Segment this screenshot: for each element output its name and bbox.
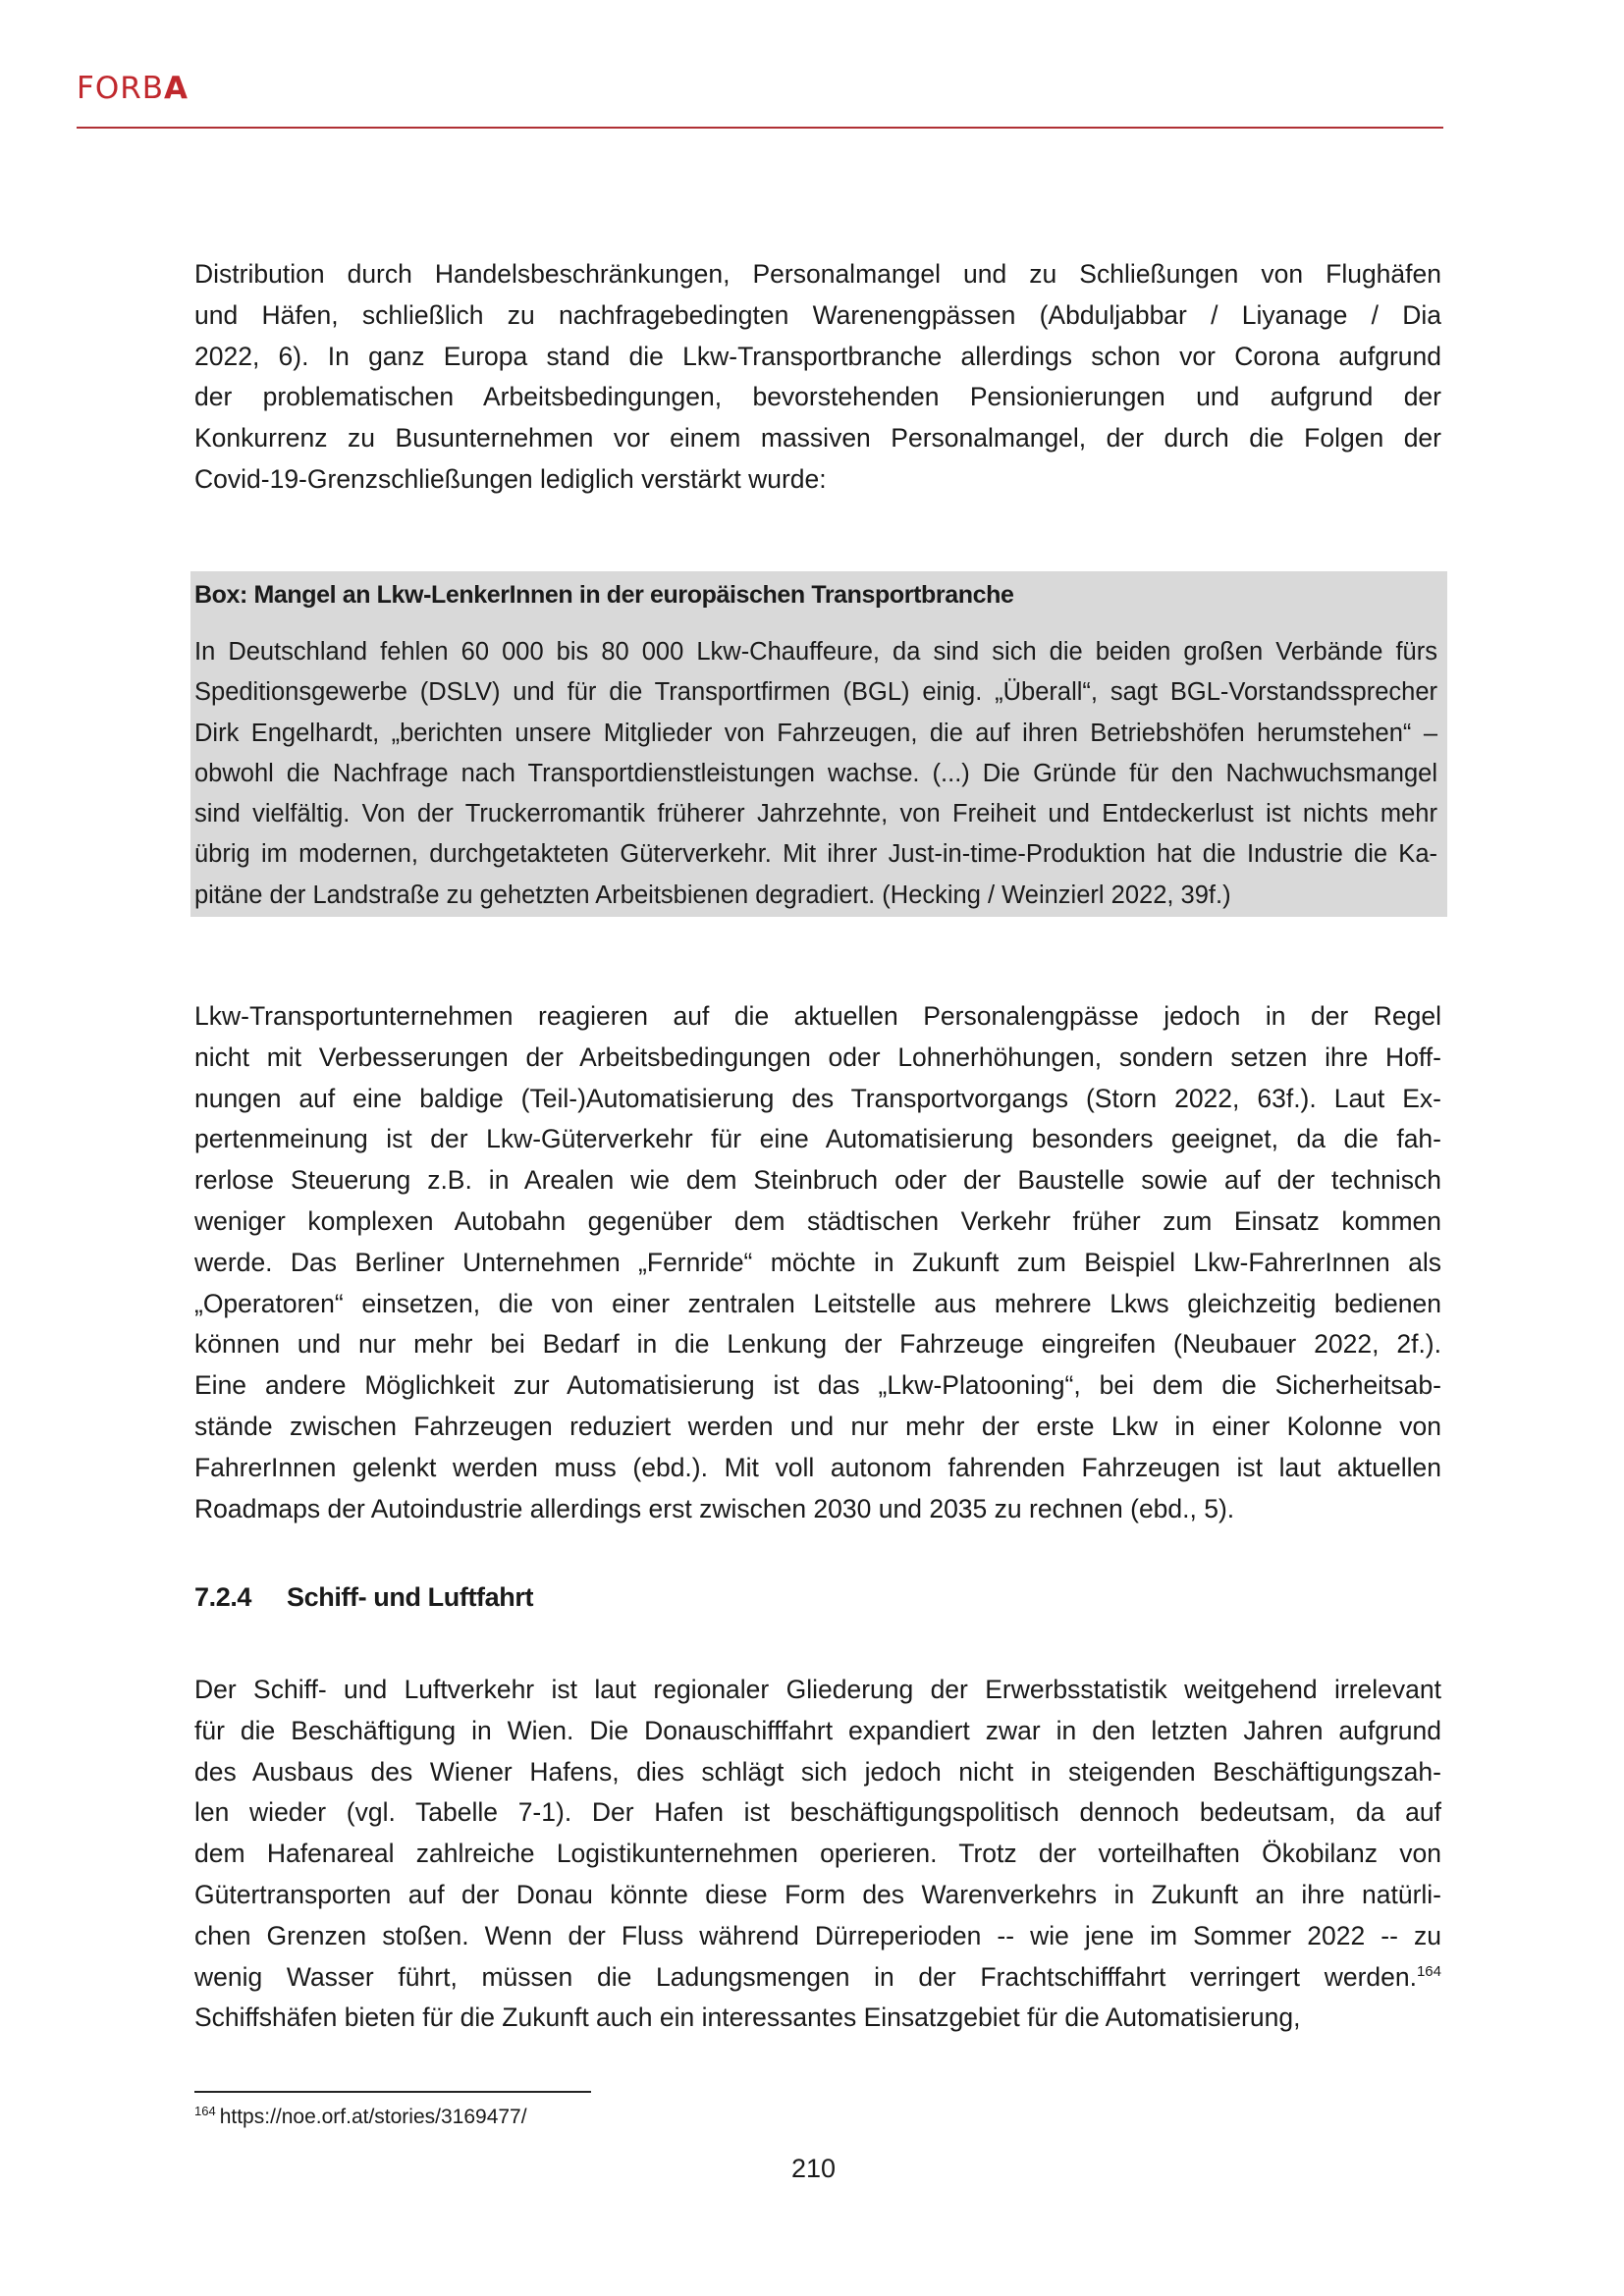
text-line: des Ausbaus des Wiener Hafens, dies schlägt sich jedoch nicht in steigenden Beschäftigungszah- [194, 1756, 1441, 1787]
section-number: 7.2.4 [194, 1582, 252, 1612]
logo-prefix: FORB [77, 71, 165, 106]
footnote-reference[interactable]: 164 [1416, 1962, 1441, 1980]
box-title: Box: Mangel an Lkw-LenkerInnen in der europäischen Transportbranche [194, 581, 1014, 609]
text-line: pitäne der Landstraße zu gehetzten Arbeitsbienen degradiert. (Hecking / Weinzierl 2022, 39f.) [194, 881, 1231, 909]
text-line-content: wenig Wasser führt, müssen die Ladungsmengen in der Frachtschifffahrt verringert werden. [194, 1961, 1417, 1992]
box-quote [194, 632, 1437, 916]
page-number: 210 [791, 2154, 837, 2183]
text-line: rerlose Steuerung z.B. in Arealen wie dem Steinbruch oder der Baustelle sowie auf der technisch [194, 1165, 1441, 1196]
text-line: werde. Das Berliner Unternehmen „Fernride“ möchte in Zukunft zum Beispiel Lkw-FahrerInnen als [194, 1247, 1441, 1277]
text-line: pertenmeinung ist der Lkw-Güterverkehr für eine Automatisierung besonders geeignet, da die fah- [194, 1124, 1441, 1154]
info-box [190, 571, 1447, 917]
text-line: dem Hafenareal zahlreiche Logistikunternehmen operieren. Trotz der vorteilhaften Ökobilanz von [194, 1839, 1441, 1869]
text-line: Lkw-Transportunternehmen reagieren auf die aktuellen Personalengpässe jedoch in der Regel [194, 1001, 1441, 1031]
text-line: Schiffshäfen bieten für die Zukunft auch ein interessantes Einsatzgebiet für die Automatisierung, [194, 2002, 1301, 2033]
text-line: 2022, 6). In ganz Europa stand die Lkw-Transportbranche allerdings schon vor Corona aufgrund [194, 341, 1441, 371]
footnote-number: 164 [194, 2104, 216, 2118]
text-line: der problematischen Arbeitsbedingungen, bevorstehenden Pensionierungen und aufgrund der [194, 382, 1441, 412]
section-heading [194, 1582, 533, 1613]
text-line: für die Beschäftigung in Wien. Die Donauschifffahrt expandiert zwar in den letzten Jahren aufgrund [194, 1715, 1441, 1745]
text-line: weniger komplexen Autobahn gegenüber dem städtischen Verkehr früher zum Einsatz kommen [194, 1205, 1441, 1236]
header-divider [77, 127, 1443, 129]
text-line: übrig im modernen, durchgetakteten Güterverkehr. Mit ihrer Just-in-time-Produktion hat die Industrie die Ka- [194, 840, 1437, 869]
footnote-divider [194, 2091, 591, 2093]
text-line: und Häfen, schließlich zu nachfragebedingten Warenengpässen (Abduljabbar / Liyanage / Dia [194, 299, 1441, 330]
text-line: Covid-19-Grenzschließungen lediglich verstärkt wurde: [194, 463, 827, 494]
text-line: stände zwischen Fahrzeugen reduziert werden und nur mehr der erste Lkw in einer Kolonne von [194, 1411, 1441, 1441]
section-title: Schiff- und Luftfahrt [287, 1582, 534, 1612]
text-line: nicht mit Verbesserungen der Arbeitsbedingungen oder Lohnerhöhungen, sondern setzen ihre Hoff- [194, 1041, 1441, 1072]
paragraph-intro [194, 254, 1441, 501]
paragraph-automation [194, 996, 1441, 1529]
paragraph-shipping [194, 1670, 1441, 2039]
text-line: In Deutschland fehlen 60 000 bis 80 000 Lkw-Chauffeure, da sind sich die beiden großen Verbände fürs [194, 638, 1437, 666]
text-line: „Operatoren“ einsetzen, die von einer zentralen Leitstelle aus mehrere Lkws gleichzeitig bedienen [194, 1288, 1441, 1318]
text-line: Speditionsgewerbe (DSLV) und für die Transportfirmen (BGL) einig. „Überall“, sagt BGL-Vorstandssprecher [194, 678, 1437, 707]
text-line: Der Schiff- und Luftverkehr ist laut regionaler Gliederung der Erwerbsstatistik weitgehend irrelevant [194, 1675, 1441, 1704]
text-line: Distribution durch Handelsbeschränkungen, Personalmangel und zu Schließungen von Flughäfen [194, 259, 1441, 289]
text-line: FahrerInnen gelenkt werden muss (ebd.). Mit voll autonom fahrenden Fahrzeugen ist laut aktuellen [194, 1452, 1441, 1482]
text-line: können und nur mehr bei Bedarf in die Lenkung der Fahrzeuge eingreifen (Neubauer 2022, 2f.). [194, 1329, 1441, 1360]
text-line: sind vielfältig. Von der Truckerromantik früherer Jahrzehnte, von Freiheit und Entdeckerlust ist nichts mehr [194, 800, 1437, 828]
text-line: Dirk Engelhardt, „berichten unsere Mitglieder von Fahrzeugen, die auf ihren Betriebshöfen herumstehen“ – [194, 719, 1437, 747]
footnote-link[interactable]: https://noe.orf.at/stories/3169477/ [219, 2106, 527, 2128]
text-line: nungen auf eine baldige (Teil-)Automatisierung des Transportvorgangs (Storn 2022, 63f.). Laut Ex- [194, 1083, 1441, 1113]
text-line [194, 1957, 1441, 1999]
text-line: Roadmaps der Autoindustrie allerdings erst zwischen 2030 und 2035 zu rechnen (ebd., 5). [194, 1493, 1235, 1523]
text-line: chen Grenzen stoßen. Wenn der Fluss während Dürreperioden -- wie jene im Sommer 2022 -- zu [194, 1920, 1441, 1950]
text-line: Konkurrenz zu Busunternehmen vor einem massiven Personalmangel, der durch die Folgen der [194, 423, 1441, 454]
text-line: obwohl die Nachfrage nach Transportdienstleistungen wachse. (...) Die Gründe für den Nachwuchsmangel [194, 759, 1437, 787]
footnote [194, 2106, 527, 2129]
text-line: Eine andere Möglichkeit zur Automatisierung ist das „Lkw-Platooning“, bei dem die Sicherheitsab- [194, 1370, 1441, 1401]
forba-logo [77, 71, 189, 106]
text-line: Gütertransporten auf der Donau könnte diese Form des Warenverkehrs in Zukunft an ihre natürli- [194, 1879, 1441, 1909]
logo-suffix: A [164, 71, 189, 106]
text-line: len wieder (vgl. Tabelle 7-1). Der Hafen ist beschäftigungspolitisch dennoch bedeutsam, da auf [194, 1797, 1441, 1828]
